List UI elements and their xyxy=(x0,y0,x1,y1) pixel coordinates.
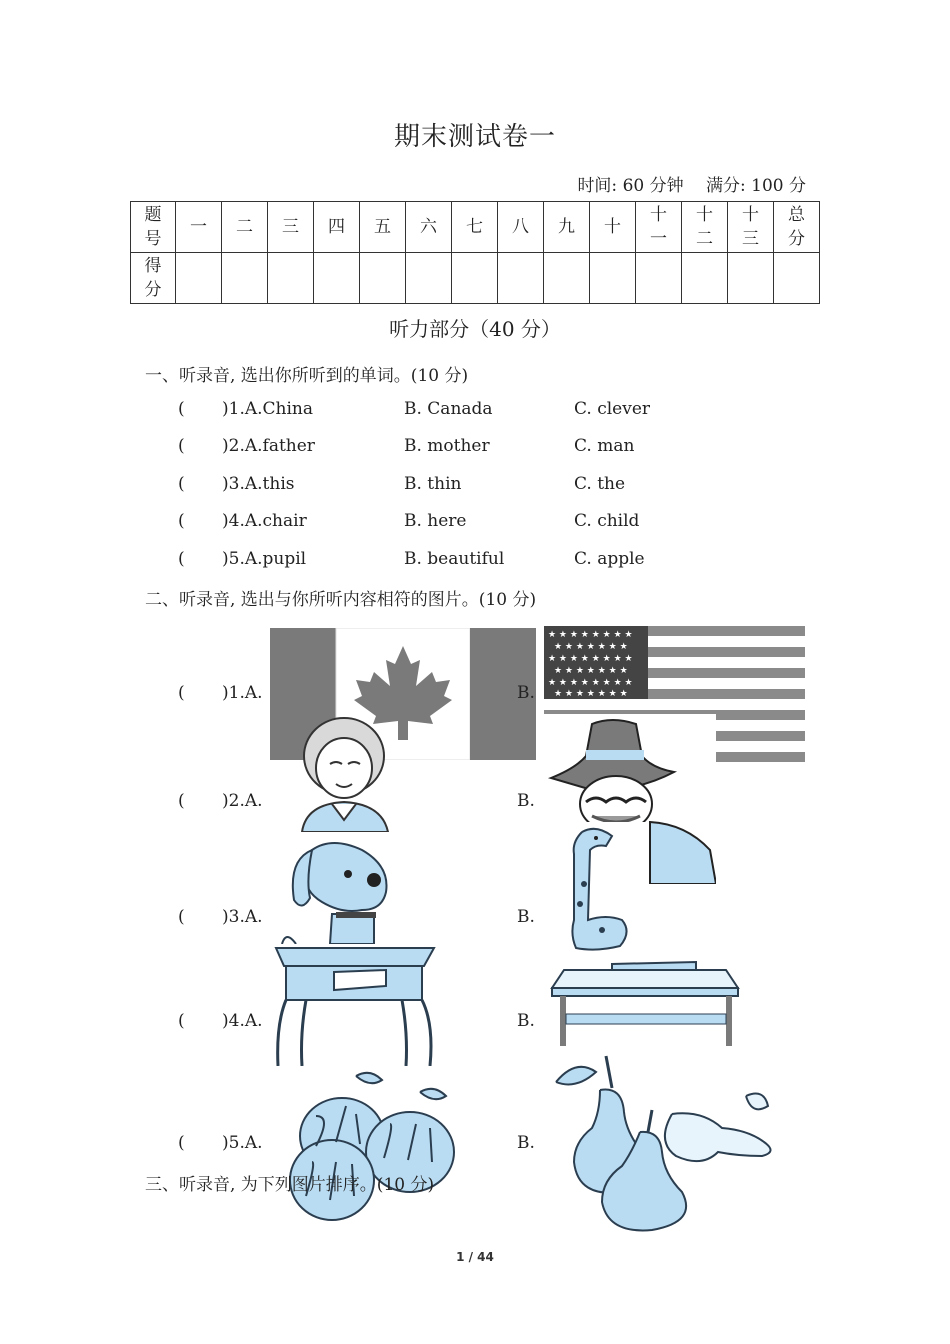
score-cell[interactable] xyxy=(268,253,314,304)
exam-meta: 时间: 60 分钟 满分: 100 分 xyxy=(577,176,806,196)
score-cell[interactable] xyxy=(222,253,268,304)
option-a: )4.A.chair xyxy=(222,511,307,531)
header-cell: 七 xyxy=(452,202,498,253)
svg-text:★ ★ ★ ★ ★ ★ ★ ★: ★ ★ ★ ★ ★ ★ ★ ★ xyxy=(548,654,633,664)
option-b: B. xyxy=(517,683,535,703)
answer-paren[interactable]: ( xyxy=(178,1011,185,1031)
option-c: C. man xyxy=(574,436,635,456)
option-a: )3.A. xyxy=(222,907,263,927)
answer-paren[interactable]: ( xyxy=(178,436,185,456)
header-label-line2: 号 xyxy=(144,229,162,249)
part3-heading: 三、听录音, 为下列图片排序。(10 分) xyxy=(145,1175,435,1195)
answer-paren[interactable]: ( xyxy=(178,1133,185,1153)
header-cell: 三 xyxy=(268,202,314,253)
answer-paren[interactable]: ( xyxy=(178,399,185,419)
svg-text:★ ★ ★ ★ ★ ★ ★ ★: ★ ★ ★ ★ ★ ★ ★ ★ xyxy=(548,678,633,688)
header-cell: 四 xyxy=(314,202,360,253)
header-cell: 十 xyxy=(590,202,636,253)
answer-paren[interactable]: ( xyxy=(178,474,185,494)
giraffe-image xyxy=(566,824,634,952)
answer-paren[interactable]: ( xyxy=(178,511,185,531)
svg-text:★ ★ ★ ★ ★ ★ ★: ★ ★ ★ ★ ★ ★ ★ xyxy=(554,666,628,676)
header-cell: 八 xyxy=(498,202,544,253)
desk-image xyxy=(272,944,438,1066)
option-c: C. the xyxy=(574,474,626,494)
score-label-line1: 得 xyxy=(144,256,162,276)
page-title: 期末测试卷一 xyxy=(393,122,556,152)
page-number: 1 / 44 xyxy=(456,1250,494,1264)
score-table-header-row xyxy=(131,202,820,253)
dog-image xyxy=(272,840,396,944)
option-b: B. here xyxy=(404,511,467,531)
header-cell: 十 一 xyxy=(636,202,682,253)
header-cell: 总 分 xyxy=(774,202,820,253)
header-cell: 六 xyxy=(406,202,452,253)
option-b: B. xyxy=(517,791,535,811)
option-b: B. beautiful xyxy=(404,549,505,569)
option-a: )2.A.father xyxy=(222,436,315,456)
svg-text:★ ★ ★ ★ ★ ★ ★: ★ ★ ★ ★ ★ ★ ★ xyxy=(554,689,628,699)
header-label-cell xyxy=(131,202,176,253)
option-b: B. xyxy=(517,1011,535,1031)
answer-paren[interactable]: ( xyxy=(178,907,185,927)
part2-heading: 二、听录音, 选出与你所听内容相符的图片。(10 分) xyxy=(145,590,537,610)
score-table xyxy=(130,201,820,304)
option-c: C. apple xyxy=(574,549,645,569)
answer-paren[interactable]: ( xyxy=(178,683,185,703)
option-a: )2.A. xyxy=(222,791,263,811)
svg-text:★ ★ ★ ★ ★ ★ ★ ★: ★ ★ ★ ★ ★ ★ ★ ★ xyxy=(548,630,633,640)
option-c: C. child xyxy=(574,511,640,531)
table-image xyxy=(550,958,740,1046)
header-cell: 一 xyxy=(176,202,222,253)
score-cell[interactable] xyxy=(728,253,774,304)
score-cell[interactable] xyxy=(360,253,406,304)
score-cell[interactable] xyxy=(544,253,590,304)
pears-image xyxy=(552,1052,782,1234)
header-cell: 九 xyxy=(544,202,590,253)
option-a: )1.A. xyxy=(222,683,263,703)
score-cell[interactable] xyxy=(682,253,728,304)
header-label-line1: 题 xyxy=(144,205,162,225)
part1-heading: 一、听录音, 选出你所听到的单词。(10 分) xyxy=(145,366,469,386)
header-cell: 二 xyxy=(222,202,268,253)
answer-paren[interactable]: ( xyxy=(178,791,185,811)
option-b: B. xyxy=(517,907,535,927)
option-a: )3.A.this xyxy=(222,474,295,494)
watermelons-image xyxy=(270,1064,480,1224)
grandmother-image xyxy=(292,716,410,832)
score-cell[interactable] xyxy=(176,253,222,304)
answer-paren[interactable]: ( xyxy=(178,549,185,569)
score-label-line2: 分 xyxy=(144,280,162,300)
option-a: )4.A. xyxy=(222,1011,263,1031)
option-c: C. clever xyxy=(574,399,651,419)
header-cell: 十 二 xyxy=(682,202,728,253)
score-cell[interactable] xyxy=(636,253,682,304)
header-cell: 五 xyxy=(360,202,406,253)
option-b: B. Canada xyxy=(404,399,493,419)
score-cell[interactable] xyxy=(406,253,452,304)
score-label-cell xyxy=(131,253,176,304)
option-b: B. thin xyxy=(404,474,462,494)
header-cell: 十 三 xyxy=(728,202,774,253)
score-cell[interactable] xyxy=(314,253,360,304)
option-a: )5.A. xyxy=(222,1133,263,1153)
score-cell[interactable] xyxy=(590,253,636,304)
score-cell[interactable] xyxy=(774,253,820,304)
option-a: )5.A.pupil xyxy=(222,549,307,569)
option-b: B. xyxy=(517,1133,535,1153)
score-table-score-row xyxy=(131,253,820,304)
option-b: B. mother xyxy=(404,436,490,456)
listening-section-title: 听力部分（40 分） xyxy=(389,317,561,341)
option-a: )1.A.China xyxy=(222,399,314,419)
score-cell[interactable] xyxy=(452,253,498,304)
svg-text:★ ★ ★ ★ ★ ★ ★: ★ ★ ★ ★ ★ ★ ★ xyxy=(554,642,628,652)
score-cell[interactable] xyxy=(498,253,544,304)
